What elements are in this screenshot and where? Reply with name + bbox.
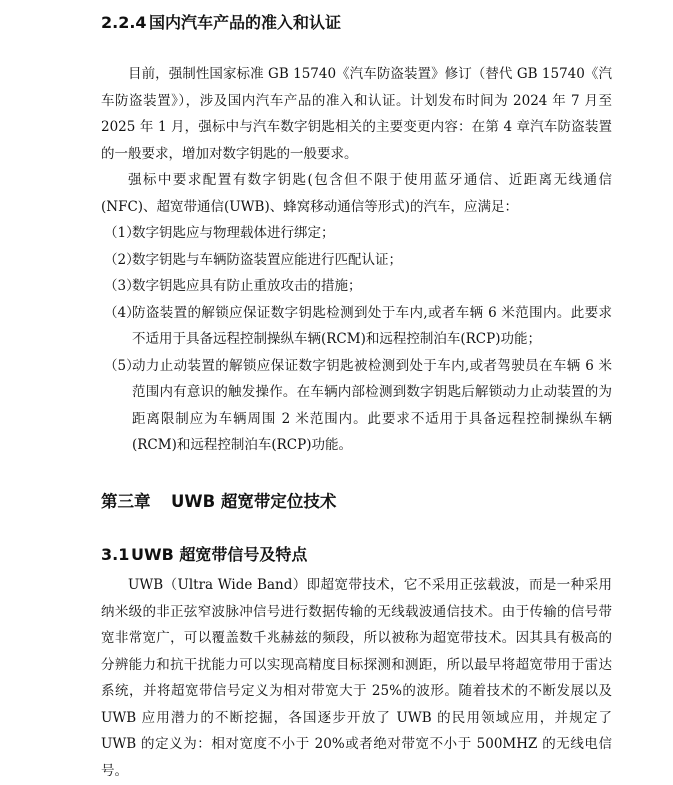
list-item-text: 防盗装置的解锁应保证数字钥匙检测到处于车内,或者车辆 6 米范围内。此要求不适用于具备远程控制操纵车辆(RCM)和远程控制泊车(RCP)功能； [132,304,612,347]
list-item [101,273,612,300]
section-number: 2.2.4 [101,13,147,32]
paragraph-standard-revision: 目前，强制性国家标准 GB 15740《汽车防盗装置》修订（替代 GB 15740《汽车防盗装置》），涉及国内汽车产品的准入和认证。计划发布时间为 2024 年 7 月至 2025 年 1 月，强标中与汽车数字钥匙相关的主要变更内容：在第 4 章汽车防盗装置的一般要求，增加对数字钥匙的一般要求。 [101,66,612,162]
list-item-text: 数字钥匙应具有防止重放攻击的措施； [132,278,362,294]
list-item-text: 数字钥匙与车辆防盗装置应能进行匹配认证； [132,251,402,268]
list-item-text: 动力止动装置的解锁应保证数字钥匙被检测到处于车内,或者驾驶员在车辆 6 米范围内有意识的触发操作。在车辆内部检测到数字钥匙后解锁动力止动装置的为距离限制应为车辆周围 2 米范围内。此要求不适用于具备远程控制操纵车辆(RCM)和远程控制泊车(RCP)功能。 [132,357,612,453]
list-marker: （4） [104,304,140,321]
chapter-title: UWB 超宽带定位技术 [171,492,337,511]
list-marker: （5） [104,357,140,374]
chapter-number: 第三章 [101,492,151,511]
section-heading-2-2-4 [101,10,341,33]
list-item [101,353,612,459]
list-item [101,300,612,353]
section-title: UWB 超宽带信号及特点 [131,545,308,564]
list-item-text: 数字钥匙应与物理载体进行绑定； [132,225,335,241]
section-heading-3-1 [101,542,307,565]
chapter-heading-3 [101,488,336,512]
list-item [101,247,612,274]
section-number: 3.1 [101,545,130,564]
section-title: 国内汽车产品的准入和认证 [149,13,342,32]
list-item [101,220,612,247]
paragraph-uwb-definition: UWB（Ultra Wide Band）即超宽带技术，它不采用正弦载波，而是一种采用纳米级的非正弦窄波脉冲信号进行数据传输的无线载波通信技术。由于传输的信号带宽非常宽广，可以覆盖数千兆赫兹的频段，所以被称为超宽带技术。因其具有极高的分辨能力和抗干扰能力可以实现高精度目标探测和测距，所以最早将超宽带用于雷达系统，并将超宽带信号定义为相对带宽大于 25%的波形。随着技术的不断发展以及 UWB 应用潜力的不断挖掘，各国逐步开放了 UWB 的民用领域应用，并规定了 UWB 的定义为：相对宽度不小于 20%或者绝对带宽不小于 500MHZ 的无线电信号。 [101,577,612,779]
list-marker: （2） [104,251,140,268]
list-marker: （3） [104,278,140,294]
paragraph-requirements-intro: 强标中要求配置有数字钥匙(包含但不限于使用蓝牙通信、近距离无线通信(NFC)、超宽带通信(UWB)、蜂窝移动通信等形式)的汽车，应满足： [101,172,612,215]
list-marker: （1） [104,225,140,241]
requirements-list [101,220,612,459]
